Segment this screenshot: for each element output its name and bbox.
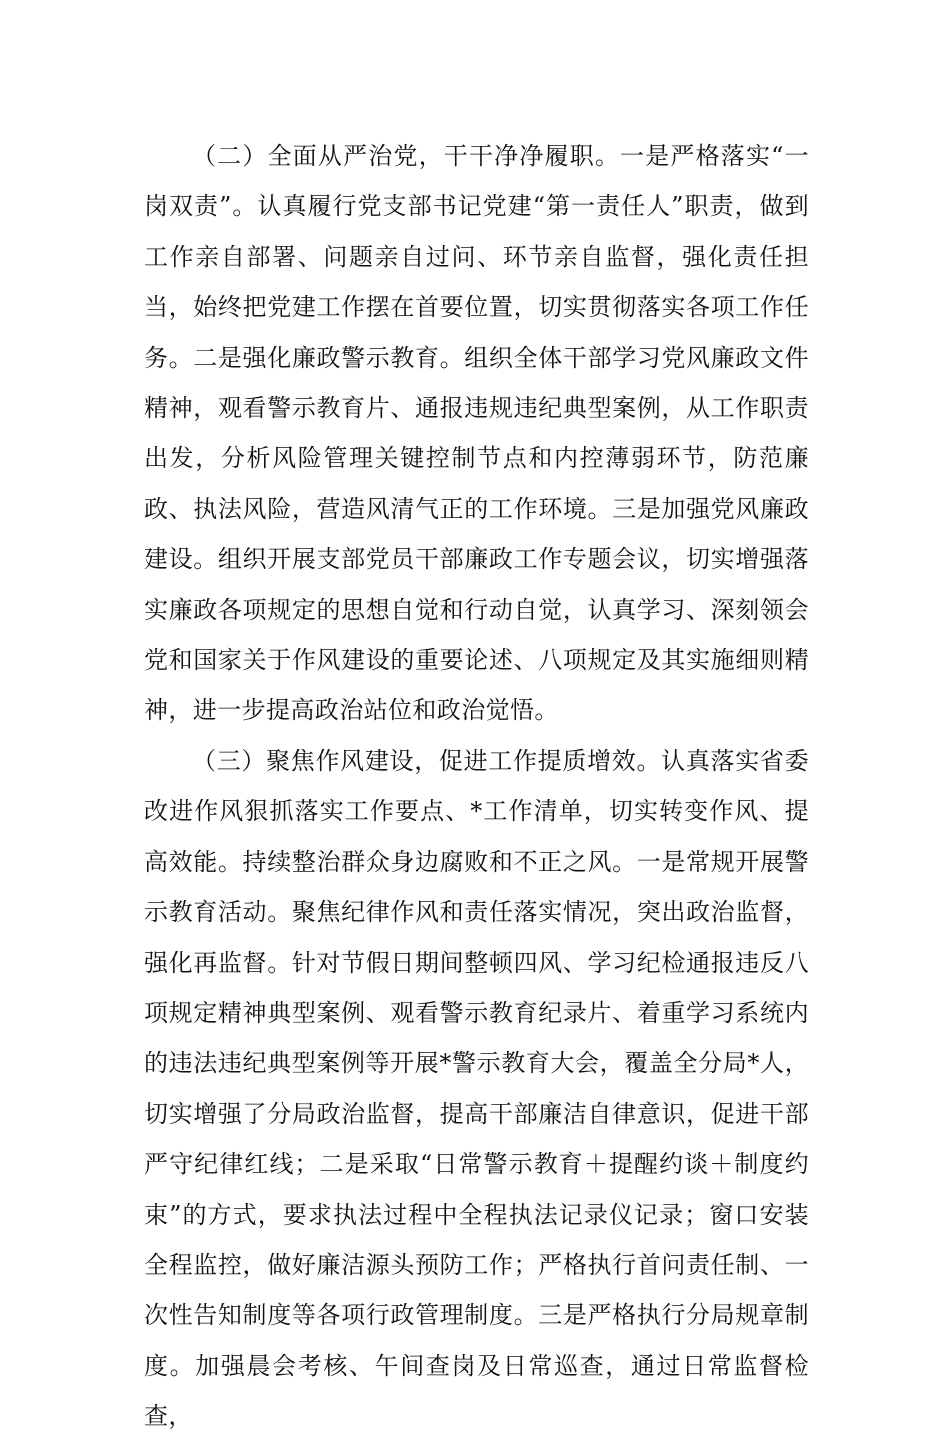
paragraph-section-two: （二）全面从严治党，干干净净履职。一是严格落实“一岗双责”。认真履行党支部书记党建“第一责任人”职责，做到工作亲自部署、问题亲自过问、环节亲自监督，强化责任担当，始终把党建工作摆在首要位置，切实贯彻落实各项工作任务。二是强化廉政警示教育。组织全体干部学习党风廉政文件精神，观看警示教育片、通报违规违纪典型案例，从工作职责出发，分析风险管理关键控制节点和内控薄弱环节，防范廉政、执法风险，营造风清气正的工作环境。三是加强党风廉政建设。组织开展支部党员干部廉政工作专题会议，切实增强落实廉政各项规定的思想自觉和行动自觉，认真学习、深刻领会党和国家关于作风建设的重要论述、八项规定及其实施细则精神，进一步提高政治站位和政治觉悟。 — [144, 142, 809, 725]
paragraph-section-three: （三）聚焦作风建设，促进工作提质增效。认真落实省委改进作风狠抓落实工作要点、*工作清单，切实转变作风、提高效能。持续整治群众身边腐败和不正之风。一是常规开展警示教育活动。聚焦纪律作风和责任落实情况，突出政治监督，强化再监督。针对节假日期间整顿四风、学习纪检通报违反八项规定精神典型案例、观看警示教育纪录片、着重学习系统内的违法违纪典型案例等开展*警示教育大会，覆盖全分局*人，切实增强了分局政治监督，提高干部廉洁自律意识，促进干部严守纪律红线；二是采取“日常警示教育＋提醒约谈＋制度约束”的方式，要求执法过程中全程执法记录仪记录；窗口安装全程监控，做好廉洁源头预防工作；严格执行首问责任制、一次性告知制度等各项行政管理制度。三是严格执行分局规章制度。加强晨会考核、午间查岗及日常巡查，通过日常监督检查， — [144, 746, 809, 1431]
document-body — [144, 131, 809, 1442]
